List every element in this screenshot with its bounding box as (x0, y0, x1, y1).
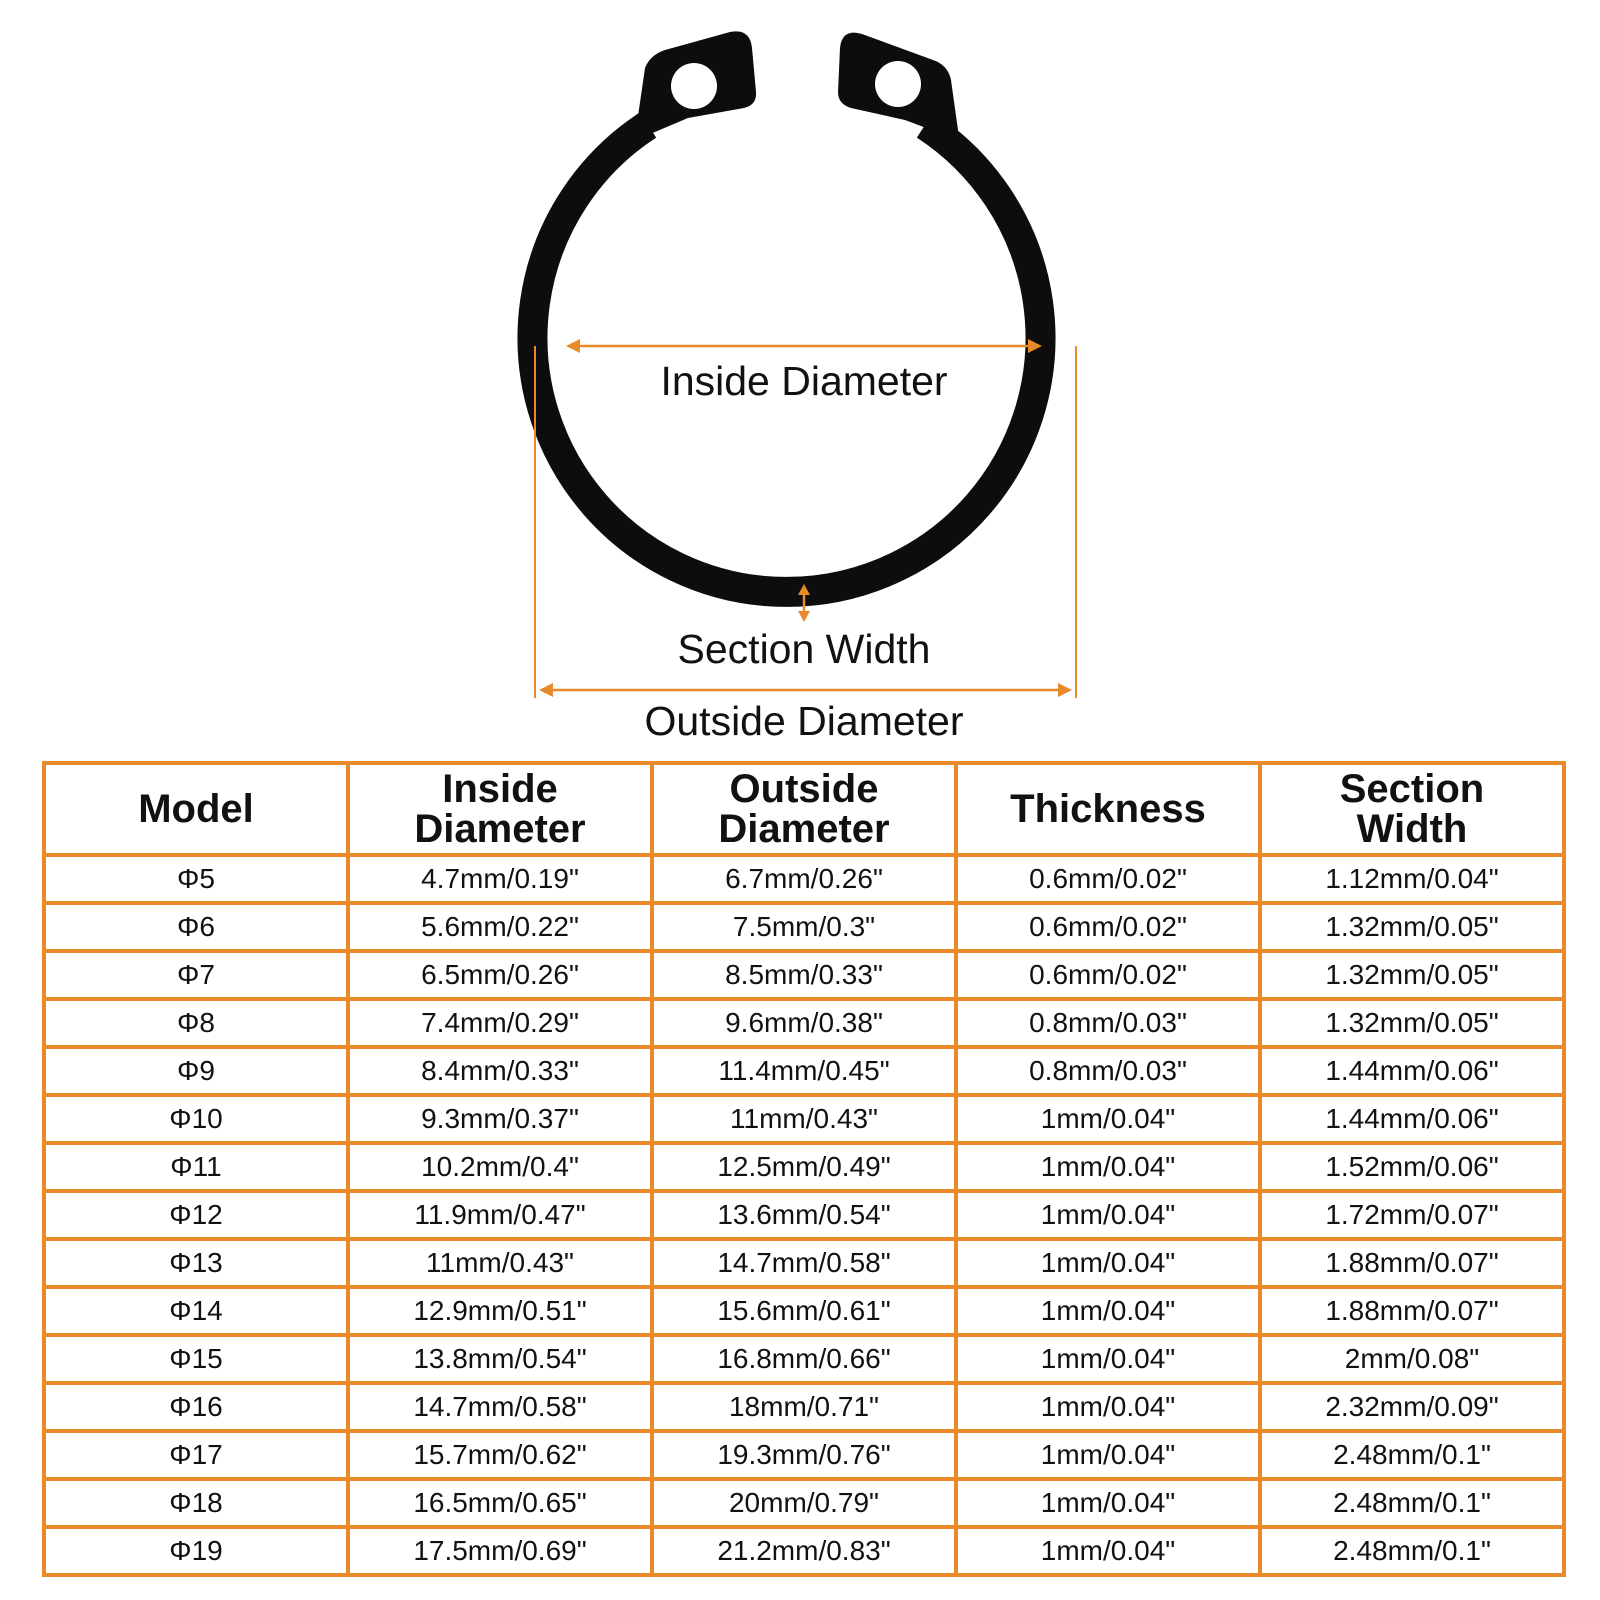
cell-model: Φ7 (44, 951, 348, 999)
table-body (44, 855, 1564, 1575)
cell-thickness: 0.6mm/0.02" (956, 903, 1260, 951)
cell-model: Φ8 (44, 999, 348, 1047)
cell-thickness: 0.6mm/0.02" (956, 855, 1260, 903)
cell-outside-diameter: 21.2mm/0.83" (652, 1527, 956, 1575)
cell-thickness: 1mm/0.04" (956, 1527, 1260, 1575)
section-width-label: Section Width (677, 626, 931, 672)
cell-thickness: 1mm/0.04" (956, 1287, 1260, 1335)
cell-section-width: 2.32mm/0.09" (1260, 1383, 1564, 1431)
header-outside-diameter (652, 763, 956, 855)
table-header-row (44, 763, 1564, 855)
table-row (44, 855, 1564, 903)
cell-thickness: 1mm/0.04" (956, 1479, 1260, 1527)
cell-outside-diameter: 6.7mm/0.26" (652, 855, 956, 903)
cell-inside-diameter: 11mm/0.43" (348, 1239, 652, 1287)
cell-model: Φ16 (44, 1383, 348, 1431)
table-row (44, 1479, 1564, 1527)
cell-thickness: 0.6mm/0.02" (956, 951, 1260, 999)
cell-section-width: 2.48mm/0.1" (1260, 1431, 1564, 1479)
header-section-width (1260, 763, 1564, 855)
cell-thickness: 1mm/0.04" (956, 1191, 1260, 1239)
cell-inside-diameter: 4.7mm/0.19" (348, 855, 652, 903)
cell-section-width: 1.72mm/0.07" (1260, 1191, 1564, 1239)
cell-inside-diameter: 8.4mm/0.33" (348, 1047, 652, 1095)
header-model-line: Model (138, 787, 254, 831)
cell-inside-diameter: 9.3mm/0.37" (348, 1095, 652, 1143)
cell-section-width: 1.32mm/0.05" (1260, 951, 1564, 999)
cell-inside-diameter: 7.4mm/0.29" (348, 999, 652, 1047)
right-lug-hole (875, 61, 921, 107)
table-row (44, 1191, 1564, 1239)
cell-model: Φ5 (44, 855, 348, 903)
cell-section-width: 2mm/0.08" (1260, 1335, 1564, 1383)
header-inside-diameter (348, 763, 652, 855)
header-outside-diameter-line: Outside (729, 767, 879, 811)
cell-thickness: 1mm/0.04" (956, 1383, 1260, 1431)
cell-inside-diameter: 12.9mm/0.51" (348, 1287, 652, 1335)
cell-inside-diameter: 6.5mm/0.26" (348, 951, 652, 999)
cell-section-width: 2.48mm/0.1" (1260, 1527, 1564, 1575)
table-row (44, 903, 1564, 951)
cell-inside-diameter: 5.6mm/0.22" (348, 903, 652, 951)
cell-outside-diameter: 13.6mm/0.54" (652, 1191, 956, 1239)
cell-inside-diameter: 10.2mm/0.4" (348, 1143, 652, 1191)
cell-section-width: 1.12mm/0.04" (1260, 855, 1564, 903)
cell-model: Φ18 (44, 1479, 348, 1527)
cell-thickness: 0.8mm/0.03" (956, 1047, 1260, 1095)
cell-thickness: 1mm/0.04" (956, 1335, 1260, 1383)
cell-outside-diameter: 9.6mm/0.38" (652, 999, 956, 1047)
cell-thickness: 1mm/0.04" (956, 1095, 1260, 1143)
cell-outside-diameter: 8.5mm/0.33" (652, 951, 956, 999)
cell-section-width: 1.88mm/0.07" (1260, 1239, 1564, 1287)
cell-model: Φ17 (44, 1431, 348, 1479)
header-thickness (956, 763, 1260, 855)
cell-outside-diameter: 14.7mm/0.58" (652, 1239, 956, 1287)
cell-model: Φ11 (44, 1143, 348, 1191)
cell-outside-diameter: 16.8mm/0.66" (652, 1335, 956, 1383)
cell-outside-diameter: 11.4mm/0.45" (652, 1047, 956, 1095)
table-row (44, 999, 1564, 1047)
cell-outside-diameter: 12.5mm/0.49" (652, 1143, 956, 1191)
cell-model: Φ12 (44, 1191, 348, 1239)
cell-section-width: 2.48mm/0.1" (1260, 1479, 1564, 1527)
cell-outside-diameter: 11mm/0.43" (652, 1095, 956, 1143)
cell-model: Φ9 (44, 1047, 348, 1095)
cell-inside-diameter: 15.7mm/0.62" (348, 1431, 652, 1479)
cell-section-width: 1.32mm/0.05" (1260, 999, 1564, 1047)
table-row (44, 1095, 1564, 1143)
outside-diameter-arrow-right (1058, 683, 1072, 697)
table-row (44, 1335, 1564, 1383)
table-row (44, 1287, 1564, 1335)
table-row (44, 1431, 1564, 1479)
inside-diameter-arrow-left (566, 339, 580, 353)
cell-model: Φ14 (44, 1287, 348, 1335)
header-section-width-line: Section (1339, 767, 1485, 811)
table-row (44, 1143, 1564, 1191)
cell-section-width: 1.44mm/0.06" (1260, 1047, 1564, 1095)
cell-thickness: 0.8mm/0.03" (956, 999, 1260, 1047)
cell-inside-diameter: 14.7mm/0.58" (348, 1383, 652, 1431)
spec-table (42, 761, 1566, 1577)
cell-inside-diameter: 13.8mm/0.54" (348, 1335, 652, 1383)
table-row (44, 1383, 1564, 1431)
cell-section-width: 1.88mm/0.07" (1260, 1287, 1564, 1335)
cell-outside-diameter: 20mm/0.79" (652, 1479, 956, 1527)
header-thickness-line: Thickness (1010, 787, 1206, 831)
table-row (44, 1527, 1564, 1575)
header-inside-diameter-line: Diameter (414, 807, 586, 851)
header-model (44, 763, 348, 855)
cell-model: Φ19 (44, 1527, 348, 1575)
cell-outside-diameter: 18mm/0.71" (652, 1383, 956, 1431)
cell-outside-diameter: 15.6mm/0.61" (652, 1287, 956, 1335)
ring-diagram (0, 0, 1600, 760)
cell-inside-diameter: 16.5mm/0.65" (348, 1479, 652, 1527)
cell-section-width: 1.52mm/0.06" (1260, 1143, 1564, 1191)
cell-thickness: 1mm/0.04" (956, 1239, 1260, 1287)
inside-diameter-label: Inside Diameter (660, 358, 948, 404)
cell-thickness: 1mm/0.04" (956, 1431, 1260, 1479)
cell-section-width: 1.44mm/0.06" (1260, 1095, 1564, 1143)
cell-model: Φ10 (44, 1095, 348, 1143)
table-row (44, 1047, 1564, 1095)
table-row (44, 951, 1564, 999)
cell-inside-diameter: 17.5mm/0.69" (348, 1527, 652, 1575)
cell-outside-diameter: 19.3mm/0.76" (652, 1431, 956, 1479)
left-lug-hole (671, 63, 717, 109)
cell-model: Φ13 (44, 1239, 348, 1287)
cell-section-width: 1.32mm/0.05" (1260, 903, 1564, 951)
header-inside-diameter-line: Inside (442, 767, 558, 811)
cell-model: Φ6 (44, 903, 348, 951)
cell-inside-diameter: 11.9mm/0.47" (348, 1191, 652, 1239)
table-row (44, 1239, 1564, 1287)
header-section-width-line: Width (1356, 807, 1468, 851)
section-width-arrow-bottom (798, 611, 810, 622)
cell-model: Φ15 (44, 1335, 348, 1383)
outside-diameter-label: Outside Diameter (644, 698, 964, 744)
outside-diameter-arrow-left (539, 683, 553, 697)
cell-outside-diameter: 7.5mm/0.3" (652, 903, 956, 951)
header-outside-diameter-line: Diameter (718, 807, 890, 851)
cell-thickness: 1mm/0.04" (956, 1143, 1260, 1191)
